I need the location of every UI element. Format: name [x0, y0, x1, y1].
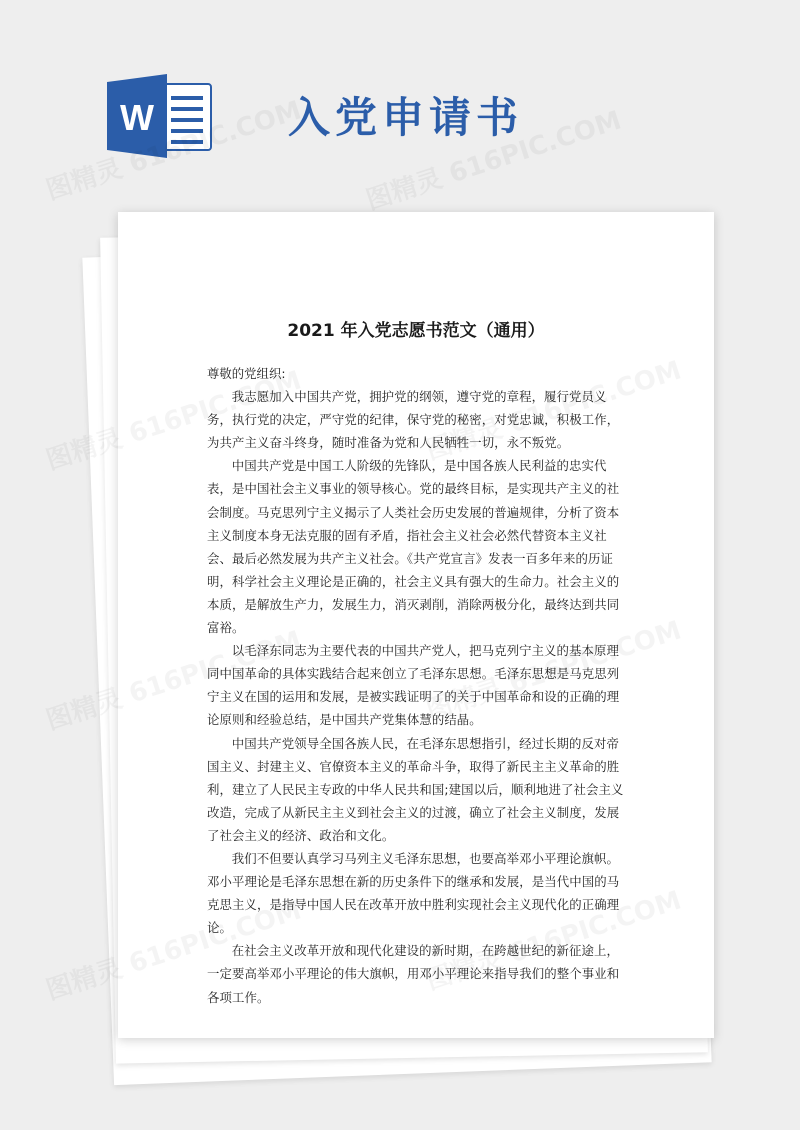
paragraph-2: 中国共产党是中国工人阶级的先锋队，是中国各族人民利益的忠实代表，是中国社会主义事业的领导核心。党的最终目标，是实现共产主义的社会制度。马克思列宁主义揭示了人类社会历史发展的普遍规律，分析了资本主义制度本身无法克服的固有矛盾，指社会主义社会必然代替资本主义社会、最后必然发展为共产主义社会。《共产党宣言》发表一百多年来的历证明，科学社会主义理论是正确的，社会主义具有强大的生命力。社会主义的本质，是解放生产力，发展生力，消灭剥削，消除两极分化，最终达到共同富裕。	[207, 458, 620, 636]
document-page	[118, 212, 714, 1038]
header-title: 入党申请书	[288, 93, 524, 142]
word-logo-letter: W	[120, 97, 154, 138]
document-body	[207, 362, 627, 1009]
paragraph-5: 我们不但要认真学习马列主义毛泽东思想，也要高举邓小平理论旗帜。邓小平理论是毛泽东思想在新的历史条件下的继承和发展，是当代中国的马克思主义，是指导中国人民在改革开放中胜利实现社会主义现代化的正确理论。	[207, 850, 620, 936]
header-banner	[0, 0, 800, 200]
paragraph-3: 以毛泽东同志为主要代表的中国共产党人，把马克列宁主义的基本原理同中国革命的具体实践结合起来创立了毛泽东思想。毛泽东思想是马克思列宁主义在国的运用和发展，是被实践证明了的关于中国革命和设的正确的理论原则和经验总结，是中国共产党集体慧的结晶。	[207, 643, 620, 728]
paragraph-6: 在社会主义改革开放和现代化建设的新时期，在跨越世纪的新征途上，一定要高举邓小平理论的伟大旗帜，用邓小平理论来指导我们的整个事业和各项工作。	[207, 943, 620, 1005]
greeting-line: 尊敬的党组织:	[207, 366, 286, 381]
word-document-icon	[107, 74, 213, 158]
paragraph-1: 我志愿加入中国共产党，拥护党的纲领，遵守党的章程，履行党员义务，执行党的决定，严守党的纪律，保守党的秘密，对党忠诚，积极工作，为共产主义奋斗终身，随时准备为党和人民牺牲一切，永不叛党。	[207, 389, 620, 451]
paragraph-4: 中国共产党领导全国各族人民，在毛泽东思想指引，经过长期的反对帝国主义、封建主义、官僚资本主义的革命斗争，取得了新民主主义革命的胜利，建立了人民民主专政的中华人民共和国;建国以后，顺利地进了社会主义改造，完成了从新民主主义到社会主义的过渡，确立了社会主义制度，发展了社会主义的经济、政治和文化。	[207, 735, 624, 843]
document-title: 2021 年入党志愿书范文（通用）	[287, 321, 545, 341]
